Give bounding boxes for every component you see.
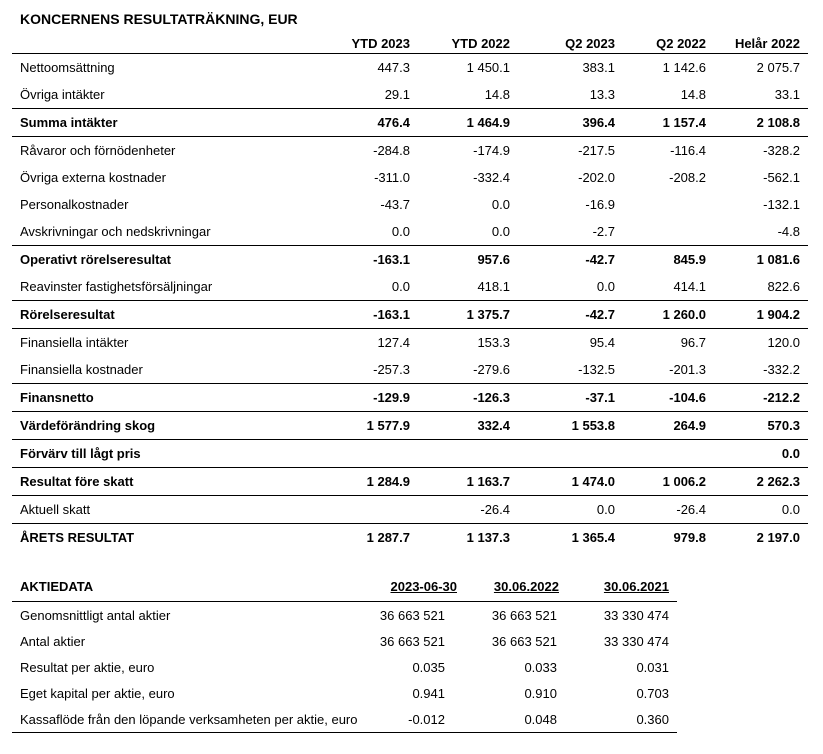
share-data-header-row <box>12 575 677 602</box>
value-cell: 1 137.3 <box>426 524 516 552</box>
row-label: Genomsnittligt antal aktier <box>20 607 171 623</box>
value-cell: 0.0 <box>596 279 615 294</box>
value-cell: -37.1 <box>516 384 619 412</box>
income-row <box>12 164 808 191</box>
value-cell: 0.033 <box>524 659 557 675</box>
column-header-ytd-2022: YTD 2022 <box>426 33 516 54</box>
row-label: Resultat per aktie, euro <box>20 659 155 675</box>
value-cell: -129.9 <box>344 384 426 412</box>
value-cell: 33 330 474 <box>603 607 669 623</box>
value-cell: 1 157.4 <box>619 109 710 137</box>
value-cell: 14.8 <box>484 87 510 102</box>
value-cell: 36 663 521 <box>491 607 557 623</box>
income-row <box>12 412 808 440</box>
row-label: Antal aktier <box>20 633 86 649</box>
value-cell <box>619 440 710 468</box>
value-cell: 447.3 <box>377 60 410 75</box>
row-label: Finansiella intäkter <box>12 329 344 357</box>
value-cell: 0.0 <box>391 279 410 294</box>
value-cell: 13.3 <box>589 87 615 102</box>
value-cell <box>619 191 710 218</box>
income-row <box>12 246 808 274</box>
value-cell: 2 262.3 <box>710 468 808 496</box>
value-cell: 1 284.9 <box>344 468 426 496</box>
income-row <box>12 191 808 218</box>
row-label: ÅRETS RESULTAT <box>12 524 344 552</box>
share-data-row <box>12 680 677 706</box>
value-cell: 1 006.2 <box>619 468 710 496</box>
row-label: Avskrivningar och nedskrivningar <box>20 224 211 239</box>
value-cell: 1 260.0 <box>619 301 710 329</box>
value-cell: 1 904.2 <box>710 301 808 329</box>
value-cell: -2.7 <box>592 224 615 239</box>
value-cell: -126.3 <box>426 384 516 412</box>
row-label: Resultat före skatt <box>12 468 344 496</box>
value-cell: -284.8 <box>344 137 426 165</box>
value-cell: -42.7 <box>516 246 619 274</box>
income-row <box>12 137 808 165</box>
column-header-2023-06-30 <box>372 575 465 602</box>
income-row <box>12 496 808 524</box>
value-cell: 29.1 <box>384 87 410 102</box>
row-label: Finansnetto <box>12 384 344 412</box>
row-label: Operativt rörelseresultat <box>12 246 344 274</box>
value-cell: -174.9 <box>426 137 516 165</box>
income-row <box>12 109 808 137</box>
share-data-row <box>12 706 677 733</box>
value-cell: 957.6 <box>426 246 516 274</box>
value-cell: -279.6 <box>473 362 510 377</box>
value-cell <box>426 440 516 468</box>
value-cell: 0.0 <box>491 224 510 239</box>
value-cell: -104.6 <box>619 384 710 412</box>
value-cell: 14.8 <box>680 87 706 102</box>
value-cell: 1 577.9 <box>344 412 426 440</box>
value-cell: 0.0 <box>391 224 410 239</box>
row-label: Förvärv till lågt pris <box>12 440 344 468</box>
row-label: Summa intäkter <box>12 109 344 137</box>
value-cell: 476.4 <box>344 109 426 137</box>
value-cell: -132.1 <box>763 197 800 212</box>
income-statement-title: KONCERNENS RESULTATRÄKNING, EUR <box>20 11 298 27</box>
value-cell: 2 108.8 <box>710 109 808 137</box>
income-row <box>12 440 808 468</box>
value-cell: 0.048 <box>465 706 567 733</box>
value-cell: -16.9 <box>585 197 615 212</box>
value-cell: 0.703 <box>636 685 669 701</box>
value-cell: -43.7 <box>380 197 410 212</box>
value-cell: -201.3 <box>669 362 706 377</box>
value-cell: -562.1 <box>763 170 800 185</box>
income-header-row <box>12 33 808 54</box>
column-header-30-06-2022 <box>465 575 567 602</box>
value-cell: -257.3 <box>373 362 410 377</box>
value-cell <box>344 440 426 468</box>
value-cell: 127.4 <box>344 329 426 357</box>
value-cell: 2 075.7 <box>756 60 800 75</box>
row-label: Finansiella kostnader <box>20 362 143 377</box>
value-cell: 0.0 <box>516 496 619 524</box>
value-cell: 414.1 <box>673 279 706 294</box>
row-label: Eget kapital per aktie, euro <box>20 685 175 701</box>
income-row <box>12 301 808 329</box>
value-cell: 1 142.6 <box>662 60 706 75</box>
value-cell: 1 081.6 <box>710 246 808 274</box>
row-label: Personalkostnader <box>20 197 129 212</box>
value-cell: 0.0 <box>710 440 808 468</box>
value-cell: 1 375.7 <box>426 301 516 329</box>
value-cell: 96.7 <box>619 329 710 357</box>
value-cell: -0.012 <box>372 706 465 733</box>
value-cell: -26.4 <box>619 496 710 524</box>
value-cell: 264.9 <box>619 412 710 440</box>
value-cell: -332.4 <box>473 170 510 185</box>
value-cell: 332.4 <box>426 412 516 440</box>
value-cell: 0.0 <box>491 197 510 212</box>
income-row <box>12 81 808 109</box>
row-label: Kassaflöde från den löpande verksamheten per aktie, euro <box>12 706 372 733</box>
share-data-row <box>12 654 677 680</box>
value-cell: 979.8 <box>619 524 710 552</box>
row-label: Reavinster fastighetsförsäljningar <box>20 279 213 294</box>
row-label: Aktuell skatt <box>12 496 344 524</box>
value-cell: 570.3 <box>710 412 808 440</box>
value-cell <box>344 496 426 524</box>
value-cell: 1 553.8 <box>516 412 619 440</box>
value-cell: 95.4 <box>516 329 619 357</box>
income-row <box>12 329 808 357</box>
value-cell: -212.2 <box>710 384 808 412</box>
value-cell: -163.1 <box>344 301 426 329</box>
value-cell: 1 464.9 <box>426 109 516 137</box>
column-header-full-year-2022: Helår 2022 <box>710 33 808 54</box>
value-cell: 0.360 <box>567 706 677 733</box>
share-data-table <box>12 575 677 733</box>
value-cell: 2 197.0 <box>710 524 808 552</box>
income-row <box>12 218 808 246</box>
value-cell: 822.6 <box>767 279 800 294</box>
value-cell: -163.1 <box>344 246 426 274</box>
value-cell: -217.5 <box>516 137 619 165</box>
column-header-30-06-2021 <box>567 575 677 602</box>
row-label: Värdeförändring skog <box>12 412 344 440</box>
value-cell: 845.9 <box>619 246 710 274</box>
value-cell: -208.2 <box>669 170 706 185</box>
value-cell: 33 330 474 <box>603 633 669 649</box>
row-label: Råvaror och förnödenheter <box>12 137 344 165</box>
value-cell: 0.941 <box>412 685 445 701</box>
value-cell: 1 287.7 <box>344 524 426 552</box>
value-cell: 1 365.4 <box>516 524 619 552</box>
value-cell: -26.4 <box>426 496 516 524</box>
value-cell: -311.0 <box>374 170 410 185</box>
value-cell: -116.4 <box>619 137 710 165</box>
value-cell: -328.2 <box>710 137 808 165</box>
value-cell: 383.1 <box>582 60 615 75</box>
value-cell <box>619 218 710 246</box>
value-cell: -42.7 <box>516 301 619 329</box>
value-cell: 0.031 <box>636 659 669 675</box>
income-statement-table <box>12 33 808 551</box>
value-cell: 120.0 <box>710 329 808 357</box>
value-cell <box>516 440 619 468</box>
value-cell: -132.5 <box>578 362 615 377</box>
value-cell: -332.2 <box>763 362 800 377</box>
value-cell: 0.035 <box>412 659 445 675</box>
value-cell: 36 663 521 <box>379 633 445 649</box>
value-cell: 1 450.1 <box>466 60 510 75</box>
share-data-row <box>12 628 677 654</box>
income-row <box>12 54 808 82</box>
value-cell: -4.8 <box>777 224 800 239</box>
income-row <box>12 524 808 552</box>
value-cell: 36 663 521 <box>379 607 445 623</box>
share-data-title: AKTIEDATA <box>12 575 372 602</box>
income-row <box>12 273 808 301</box>
value-cell: 396.4 <box>516 109 619 137</box>
column-header-text: 2023-06-30 <box>390 578 457 594</box>
value-cell: 418.1 <box>477 279 510 294</box>
value-cell: -202.0 <box>578 170 615 185</box>
income-row <box>12 384 808 412</box>
value-cell: 33.1 <box>774 87 800 102</box>
header-label-cell <box>12 33 344 54</box>
column-header-ytd-2023: YTD 2023 <box>344 33 426 54</box>
row-label: Övriga externa kostnader <box>20 170 166 185</box>
value-cell: 0.910 <box>524 685 557 701</box>
row-label: Övriga intäkter <box>20 87 105 102</box>
value-cell: 153.3 <box>426 329 516 357</box>
value-cell: 36 663 521 <box>491 633 557 649</box>
column-header-q2-2023: Q2 2023 <box>516 33 619 54</box>
column-header-text: 30.06.2021 <box>603 578 669 594</box>
column-header-q2-2022: Q2 2022 <box>619 33 710 54</box>
share-data-row <box>12 602 677 629</box>
income-row <box>12 356 808 384</box>
column-header-text: 30.06.2022 <box>493 578 559 594</box>
income-row <box>12 468 808 496</box>
value-cell: 0.0 <box>710 496 808 524</box>
row-label: Nettoomsättning <box>20 60 115 75</box>
value-cell: 1 163.7 <box>426 468 516 496</box>
value-cell: 1 474.0 <box>516 468 619 496</box>
row-label: Rörelseresultat <box>12 301 344 329</box>
